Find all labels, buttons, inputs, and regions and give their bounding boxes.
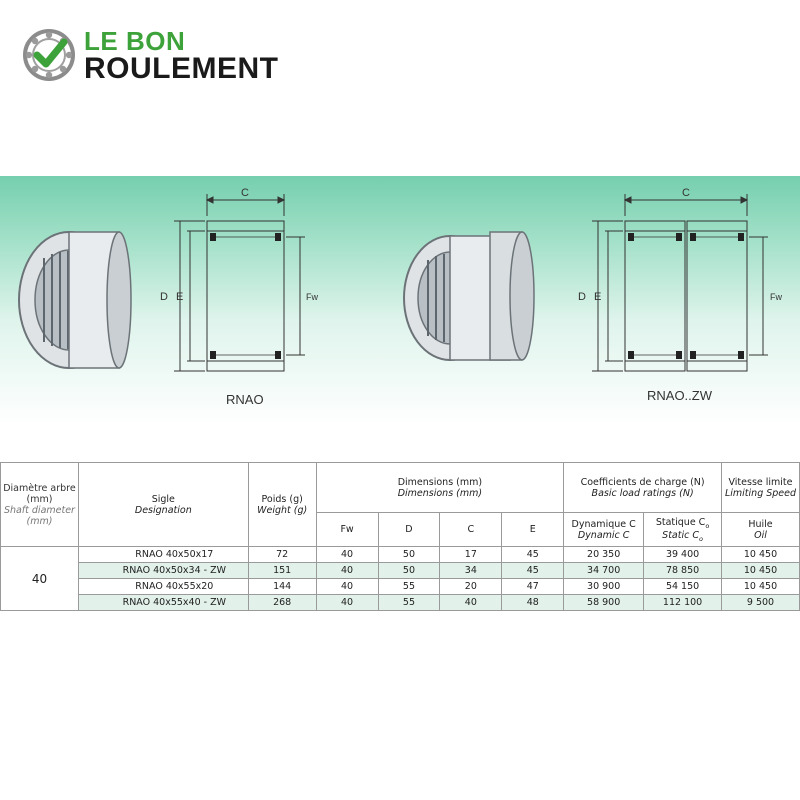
- brand-line2: ROULEMENT: [84, 52, 279, 85]
- header-limiting-speed: Vitesse limite Limiting Speed: [722, 463, 800, 513]
- d-cell: 55: [378, 579, 440, 595]
- table-row: [1, 579, 800, 595]
- brand-line1: LE BON: [84, 26, 186, 56]
- rnao-zw-label: RNAO..ZW: [647, 388, 712, 403]
- speed-cell: 10 450: [722, 547, 800, 563]
- header-load-ratings: Coefficients de charge (N) Basic load ratings (N): [564, 463, 722, 513]
- header-designation: Sigle Designation: [78, 463, 248, 547]
- weight-cell: 151: [248, 563, 316, 579]
- e-cell: 45: [502, 547, 564, 563]
- header-dimensions: Dimensions (mm) Dimensions (mm): [316, 463, 564, 513]
- e-cell: 47: [502, 579, 564, 595]
- table-row: [1, 547, 800, 563]
- rnao-zw-technical-drawing: [592, 194, 768, 371]
- fw-cell: 40: [316, 547, 378, 563]
- rnao-dim-c: C: [241, 187, 249, 199]
- shaft-diameter-value: 40: [1, 547, 79, 611]
- fw-cell: 40: [316, 595, 378, 611]
- rnao-zw-dim-c: C: [682, 187, 690, 199]
- c-cell: 20: [440, 579, 502, 595]
- speed-cell: 10 450: [722, 563, 800, 579]
- rnao-zw-dim-d: D: [578, 291, 586, 303]
- dynamic-cell: 58 900: [564, 595, 644, 611]
- header-weight: Poids (g) Weight (g): [248, 463, 316, 547]
- rnao-dim-fw: Fw: [306, 292, 318, 302]
- c-cell: 17: [440, 547, 502, 563]
- d-cell: 55: [378, 595, 440, 611]
- designation-cell: RNAO 40x55x20: [78, 579, 248, 595]
- designation-cell: RNAO 40x50x34 - ZW: [78, 563, 248, 579]
- rnao-label: RNAO: [226, 392, 264, 407]
- header-d: D: [378, 513, 440, 547]
- weight-cell: 72: [248, 547, 316, 563]
- c-cell: 40: [440, 595, 502, 611]
- e-cell: 45: [502, 563, 564, 579]
- rnao-technical-drawing: [174, 194, 305, 371]
- rnao-zw-dim-fw: Fw: [770, 292, 782, 302]
- speed-cell: 9 500: [722, 595, 800, 611]
- table-row: [1, 563, 800, 579]
- table-row: [1, 595, 800, 611]
- header-e: E: [502, 513, 564, 547]
- header-dynamic: Dynamique C Dynamic C: [564, 513, 644, 547]
- dynamic-cell: 30 900: [564, 579, 644, 595]
- rnao-bearing-illustration: [19, 232, 131, 368]
- dynamic-cell: 20 350: [564, 547, 644, 563]
- header-oil: Huile Oil: [722, 513, 800, 547]
- dynamic-cell: 34 700: [564, 563, 644, 579]
- c-cell: 34: [440, 563, 502, 579]
- weight-cell: 144: [248, 579, 316, 595]
- bearing-check-icon: [22, 28, 76, 82]
- d-cell: 50: [378, 563, 440, 579]
- static-cell: 39 400: [644, 547, 722, 563]
- static-cell: 54 150: [644, 579, 722, 595]
- header-static: Statique $C_o$ Static $C_o$: [644, 513, 722, 547]
- header-fw: Fw: [316, 513, 378, 547]
- specifications-table: [0, 462, 800, 611]
- designation-cell: RNAO 40x55x40 - ZW: [78, 595, 248, 611]
- static-cell: 78 850: [644, 563, 722, 579]
- fw-cell: 40: [316, 563, 378, 579]
- header-c: C: [440, 513, 502, 547]
- rnao-dim-d: D: [160, 291, 168, 303]
- rnao-zw-dim-e: E: [594, 291, 602, 303]
- weight-cell: 268: [248, 595, 316, 611]
- header-shaft-diameter: Diamètre arbre (mm) Shaft diameter (mm): [1, 463, 79, 547]
- d-cell: 50: [378, 547, 440, 563]
- rnao-dim-e: E: [176, 291, 184, 303]
- designation-cell: RNAO 40x50x17: [78, 547, 248, 563]
- brand-logo: [22, 26, 302, 86]
- static-cell: 112 100: [644, 595, 722, 611]
- fw-cell: 40: [316, 579, 378, 595]
- rnao-zw-bearing-illustration: [404, 232, 534, 360]
- e-cell: 48: [502, 595, 564, 611]
- speed-cell: 10 450: [722, 579, 800, 595]
- brand-name: [84, 26, 279, 84]
